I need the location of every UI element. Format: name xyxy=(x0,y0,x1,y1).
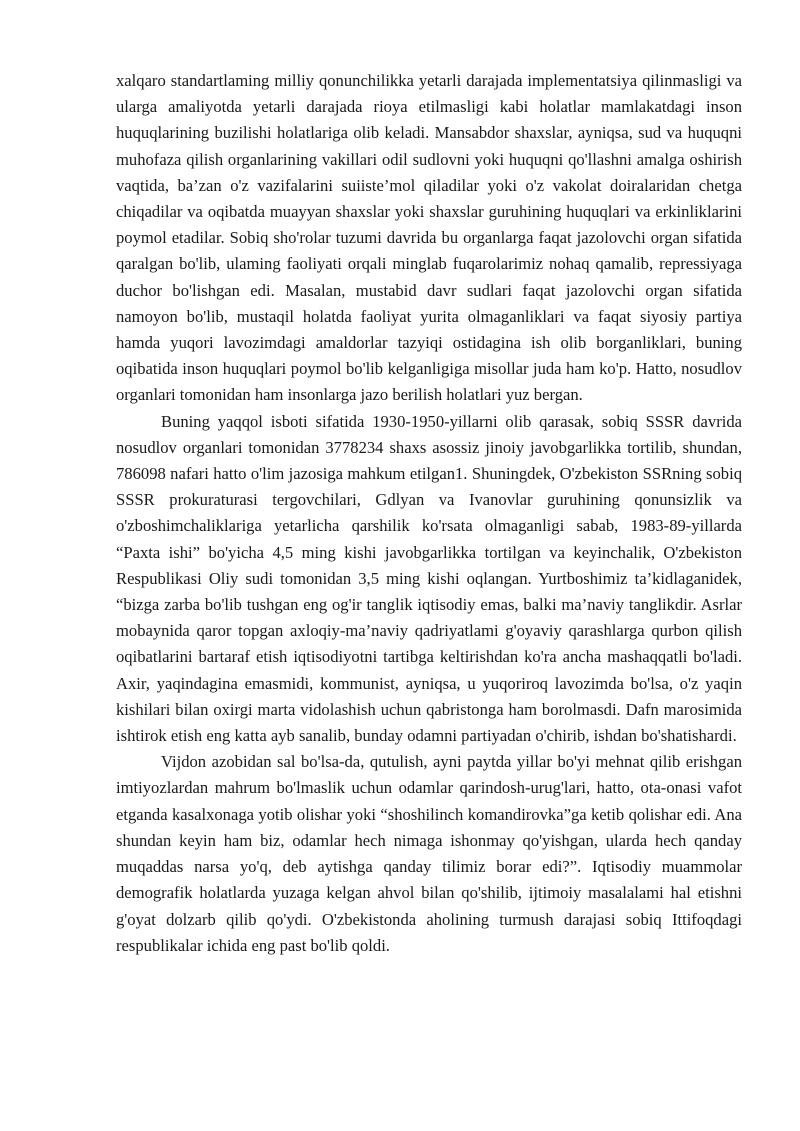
body-paragraph-1: xalqaro standartlaming milliy qonunchilikka yetarli darajada implementatsiya qilinmasligi va ularga amaliyotda yetarli darajada rioya etilmasligi kabi holatlar mamlakatdagi inson huquqlarining buzilishi holatlariga olib keladi. Mansabdor shaxslar, ayniqsa, sud va huquqni muhofaza qilish organlarining vakillari odil sudlovni yoki huquqni qo'llashni amalga oshirish vaqtida, ba’zan o'z vazifalarini suiiste’mol qiladilar yoki o'z vakolat doiralaridan chetga chiqadilar va oqibatda muayyan shaxslar yoki shaxslar guruhining huquqlari va erkinliklarini poymol etadilar. Sobiq sho'rolar tuzumi davrida bu organlarga faqat jazolovchi organ sifatida qaralgan bo'lib, ulaming faoliyati orqali minglab fuqarolarimiz nohaq qamalib, repressiyaga duchor bo'lishgan edi. Masalan, mustabid davr sudlari faqat jazolovchi organ sifatida namoyon bo'lib, mustaqil holatda faoliyat yurita olmaganliklari va faqat siyosiy partiya hamda yuqori lavozimdagi amaldorlar tazyiqi ostidagina ish olib borganliklari, buning oqibatida inson huquqlari poymol bo'lib kelganligiga misollar juda ham ko'p. Hatto, nosudlov organlari tomonidan ham insonlarga jazo berilish holatlari yuz bergan. xyxy=(116,71,742,405)
body-paragraph-3: Vijdon azobidan sal bo'lsa-da, qutulish, ayni paytda yillar bo'yi mehnat qilib erishgan imtiyozlardan mahrum bo'lmaslik uchun odamlar qarindosh-urug'lari, hatto, ota-onasi vafot etganda kasalxonaga yotib olishar yoki “shoshilinch komandirovka”ga ketib qolishar edi. Ana shundan keyin ham biz, odamlar hech nimaga ishonmay qo'yishgan, ularda hech qanday muqaddas narsa yo'q, deb aytishga qanday tilimiz borar edi?”. Iqtisodiy muammolar demografik holatlarda yuzaga kelgan ahvol bilan qo'shilib, ijtimoiy masalalami hal etishni g'oyat dolzarb qilib qo'ydi. O'zbekistonda aholining turmush darajasi sobiq Ittifoqdagi respublikalar ichida eng past bo'lib qoldi. xyxy=(116,752,742,955)
document-page xyxy=(116,68,742,959)
body-paragraph-2: Buning yaqqol isboti sifatida 1930-1950-yillarni olib qarasak, sobiq SSSR davrida nosudlov organlari tomonidan 3778234 shaxs asossiz jinoiy javobgarlikka tortilib, shundan, 786098 nafari hatto o'lim jazosiga mahkum etilgan1. Shuningdek, O'zbekiston SSRning sobiq SSSR prokuraturasi tergovchilari, Gdlyan va Ivanovlar guruhining qonunsizlik va o'zboshimchaliklariga yetarlicha qarshilik ko'rsata olmaganligi sabab, 1983-89-yillarda “Paxta ishi” bo'yicha 4,5 ming kishi javobgarlikka tortilgan va keyinchalik, O'zbekiston Respublikasi Oliy sudi tomonidan 3,5 ming kishi oqlangan. Yurtboshimiz ta’kidlaganidek, “bizga zarba bo'lib tushgan eng og'ir tanglik iqtisodiy emas, balki ma’naviy tanglikdir. Asrlar mobaynida qaror topgan axloqiy-ma’naviy qadriyatlami g'oyaviy qarashlarga qurbon qilish oqibatlarini bartaraf etish iqtisodiyotni tartibga keltirishdan ko'ra ancha mashaqqatli bo'ladi. Axir, yaqindagina emasmidi, kommunist, ayniqsa, u yuqoriroq lavozimda bo'lsa, o'z yaqin kishilari bilan oxirgi marta vidolashish uchun qabristonga ham borolmasdi. Dafn marosimida ishtirok etish eng katta ayb sanalib, bunday odamni partiyadan o'chirib, ishdan bo'shatishardi. xyxy=(116,411,742,746)
